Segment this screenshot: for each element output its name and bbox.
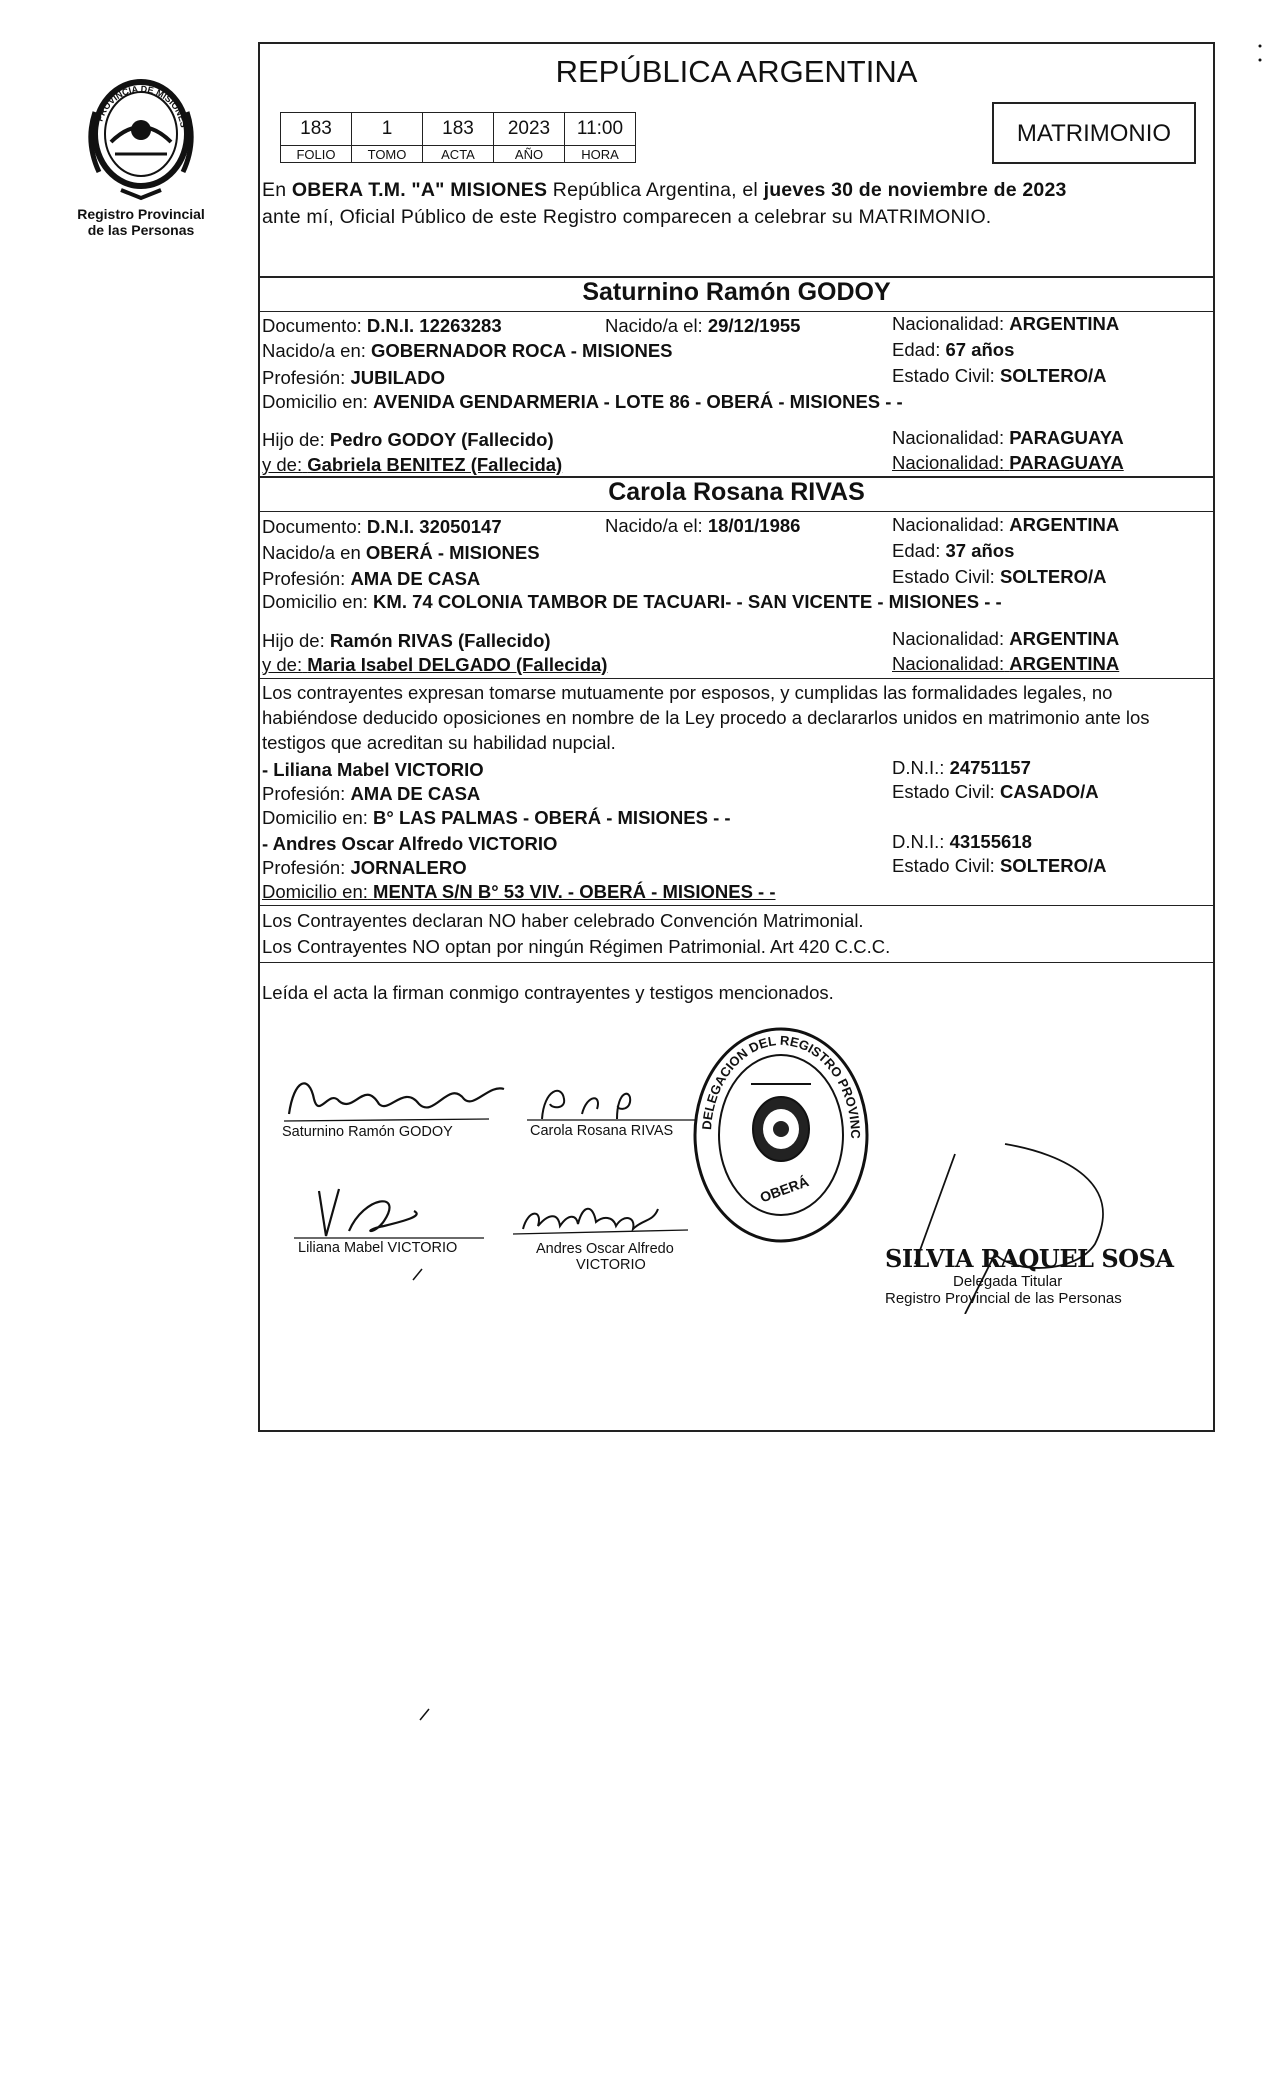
signature-witness2	[498, 1184, 708, 1273]
divider	[260, 962, 1213, 963]
label: Profesión:	[262, 568, 346, 589]
intro-line2: ante mí, Oficial Público de este Registro comparecen a celebrar su MATRIMONIO.	[262, 206, 992, 228]
label: Domicilio en:	[262, 807, 368, 828]
tomo-label: TOMO	[352, 146, 423, 163]
spouse2-name: Carola Rosana RIVAS	[608, 478, 865, 506]
label: Profesión:	[262, 783, 346, 804]
closing-statement: Leída el acta la firman conmigo contrayentes y testigos mencionados.	[262, 982, 834, 1003]
value: AMA DE CASA	[350, 568, 481, 589]
label: Domicilio en:	[262, 881, 368, 902]
value: JUBILADO	[350, 367, 445, 388]
convention-line2: Los Contrayentes NO optan por ningún Régimen Patrimonial. Art 420 C.C.C.	[262, 936, 891, 957]
spouse2-profession	[262, 568, 480, 590]
divider	[260, 905, 1213, 906]
signature-witness2-name	[536, 1241, 708, 1273]
spouse2-age	[892, 540, 1014, 562]
folio-label: FOLIO	[281, 146, 352, 163]
value: AVENIDA GENDARMERIA - LOTE 86 - OBERÁ - MISIONES - -	[373, 391, 903, 412]
stray-mark-icon	[410, 1266, 426, 1282]
label: Documento:	[262, 315, 362, 336]
value: B° LAS PALMAS - OBERÁ - MISIONES - -	[373, 807, 731, 828]
intro-country: República Argentina, el	[547, 179, 764, 201]
witness2-dni	[892, 831, 1032, 853]
value: ARGENTINA	[1009, 628, 1120, 649]
handwritten-signature-icon	[274, 1181, 504, 1243]
witness1-name	[262, 759, 484, 781]
label: Domicilio en:	[262, 591, 368, 612]
label: D.N.I.:	[892, 757, 945, 778]
witness2-profession	[262, 857, 467, 879]
record-table	[280, 112, 636, 163]
label: Nacionalidad:	[892, 427, 1005, 448]
acta-value: 183	[423, 113, 494, 146]
label: Estado Civil:	[892, 566, 995, 587]
label: Nacionalidad:	[892, 628, 1005, 649]
spouse1-address	[262, 391, 903, 413]
value: D.N.I. 12263283	[366, 315, 502, 336]
witness2-civil-status	[892, 855, 1107, 877]
logo-ring-text: PROVINCIA DE MISIONES	[94, 83, 189, 129]
witness1-profession	[262, 783, 480, 805]
official-seal	[691, 1024, 871, 1251]
value: 43155618	[949, 831, 1032, 852]
value: AMA DE CASA	[350, 783, 481, 804]
label: D.N.I.:	[892, 831, 945, 852]
label: Edad:	[892, 339, 941, 360]
label: Estado Civil:	[892, 781, 995, 802]
official-title: Delegada Titular	[953, 1273, 1063, 1290]
intro-prefix: En	[262, 179, 292, 201]
value: 67 años	[945, 339, 1015, 360]
handwritten-signature-icon	[498, 1184, 708, 1242]
handwritten-signature-icon	[274, 1059, 514, 1129]
label: Profesión:	[262, 857, 346, 878]
value: Maria Isabel DELGADO (Fallecida)	[307, 654, 608, 675]
marriage-certificate	[258, 42, 1215, 1432]
official-office: Registro Provincial de las Personas	[885, 1290, 1122, 1307]
acta-label: ACTA	[423, 146, 494, 163]
value: 29/12/1955	[707, 315, 801, 336]
spouse1-birthplace	[262, 340, 673, 362]
convention-line1: Los Contrayentes declaran NO haber celebrado Convención Matrimonial.	[262, 910, 864, 931]
value: OBERÁ - MISIONES	[365, 542, 540, 563]
spouse1-birthdate	[605, 315, 800, 337]
signature-witness1-name: Liliana Mabel VICTORIO	[298, 1240, 458, 1256]
value: GOBERNADOR ROCA - MISIONES	[371, 340, 673, 361]
stray-mark-icon	[417, 1706, 433, 1722]
spouse2-address	[262, 591, 1002, 613]
value: KM. 74 COLONIA TAMBOR DE TACUARI- - SAN VICENTE - MISIONES - -	[373, 591, 1002, 612]
signature-spouse1-name: Saturnino Ramón GODOY	[282, 1124, 453, 1140]
label: Hijo de:	[262, 429, 325, 450]
signature-witness1	[274, 1181, 504, 1256]
signature-spouse2	[522, 1064, 702, 1139]
label: Nacionalidad:	[892, 452, 1005, 473]
anio-label: AÑO	[494, 146, 565, 163]
spouse2-nationality	[892, 514, 1119, 536]
hora-value: 11:00	[565, 113, 636, 146]
signature-witness2-line2: VICTORIO	[576, 1257, 646, 1273]
label: Hijo de:	[262, 630, 325, 651]
spouse2-birthdate	[605, 515, 800, 537]
label: Domicilio en:	[262, 391, 368, 412]
spouse2-mother-nationality	[892, 653, 1119, 675]
logo-caption-line2: de las Personas	[87, 222, 195, 238]
spouse1-profession	[262, 367, 445, 389]
seal-ring-text: DELEGACION DEL REGISTRO PROVINC	[699, 1032, 864, 1139]
certificate-type: MATRIMONIO	[992, 102, 1196, 164]
declaration-text: Los contrayentes expresan tomarse mutuamente por esposos, y cumplidas las formalidades legales, no habiéndose deducido oposiciones en nombre de la Ley procedo a declararlos unidos en matrimonio ante los testigos que acreditan su habilidad nupcial.	[262, 682, 1150, 753]
logo-caption-line1: Registro Provincial	[77, 206, 205, 222]
value: Ramón RIVAS (Fallecido)	[329, 630, 551, 651]
hora-label: HORA	[565, 146, 636, 163]
spouse1-father	[262, 429, 554, 451]
divider	[260, 511, 1213, 512]
label: Documento:	[262, 516, 362, 537]
label: Estado Civil:	[892, 855, 995, 876]
witness1-address	[262, 807, 731, 829]
spouse1-mother	[262, 454, 562, 476]
logo-caption	[70, 206, 212, 238]
divider	[260, 678, 1213, 679]
value: 24751157	[949, 757, 1031, 778]
label: Profesión:	[262, 367, 346, 388]
seal-center-text: OBERÁ	[757, 1173, 811, 1206]
spouse2-civil-status	[892, 566, 1107, 588]
label: Nacido/a en:	[262, 340, 366, 361]
divider	[260, 311, 1213, 312]
spouse1-nationality	[892, 313, 1119, 335]
value: 37 años	[945, 540, 1015, 561]
anio-value: 2023	[494, 113, 565, 146]
label: Estado Civil:	[892, 365, 995, 386]
spouse1-father-nationality	[892, 427, 1124, 449]
value: SOLTERO/A	[999, 855, 1107, 876]
label: Nacido/a en	[262, 542, 361, 563]
spouse1-civil-status	[892, 365, 1107, 387]
document-title: REPÚBLICA ARGENTINA	[555, 54, 918, 89]
signature-spouse2-name: Carola Rosana RIVAS	[530, 1123, 674, 1139]
spouse1-documento	[262, 315, 502, 337]
witness1-civil-status	[892, 781, 1099, 803]
spouse2-birthplace	[262, 542, 540, 564]
label: Nacido/a el:	[605, 515, 703, 536]
intro-date: jueves 30 de noviembre de 2023	[763, 179, 1067, 201]
value: JORNALERO	[350, 857, 467, 878]
folio-value: 183	[281, 113, 352, 146]
signature-spouse1	[274, 1059, 484, 1140]
signature-witness2-line1: Andres Oscar Alfredo	[536, 1241, 674, 1257]
label: Edad:	[892, 540, 941, 561]
stray-dots-icon	[1255, 40, 1265, 70]
spouse1-name: Saturnino Ramón GODOY	[582, 278, 891, 306]
value: SOLTERO/A	[999, 365, 1107, 386]
spouse1-age	[892, 339, 1014, 361]
value: ARGENTINA	[1009, 653, 1120, 674]
value: Gabriela BENITEZ (Fallecida)	[307, 454, 563, 475]
value: PARAGUAYA	[1009, 427, 1124, 448]
spouse2-father-nationality	[892, 628, 1119, 650]
witness2-name	[262, 833, 557, 855]
label: Nacionalidad:	[892, 653, 1005, 674]
tomo-value: 1	[352, 113, 423, 146]
value: ARGENTINA	[1009, 514, 1120, 535]
label: Nacionalidad:	[892, 514, 1005, 535]
value: Pedro GODOY (Fallecido)	[329, 429, 554, 450]
value: PARAGUAYA	[1009, 452, 1124, 473]
label: Nacido/a el:	[605, 315, 703, 336]
label: y de:	[262, 654, 303, 675]
value: ARGENTINA	[1009, 313, 1120, 334]
witness2-address	[262, 881, 776, 903]
registry-logo	[70, 72, 212, 238]
spouse2-documento	[262, 516, 502, 538]
registry-seal-icon	[691, 1024, 871, 1246]
spouse1-mother-nationality	[892, 452, 1124, 474]
value: 18/01/1986	[707, 515, 801, 536]
spouse2-father	[262, 630, 551, 652]
intro-line1	[262, 179, 1067, 202]
value: SOLTERO/A	[999, 566, 1107, 587]
spouse2-mother	[262, 654, 607, 676]
value: D.N.I. 32050147	[366, 516, 502, 537]
province-shield-icon	[81, 72, 201, 202]
handwritten-signature-icon	[522, 1064, 702, 1126]
official-block	[885, 1244, 1174, 1307]
official-name: SILVIA RAQUEL SOSA	[885, 1244, 1174, 1273]
intro-place: OBERA T.M. "A" MISIONES	[291, 179, 548, 201]
value: - Liliana Mabel VICTORIO	[262, 759, 484, 780]
label: y de:	[262, 454, 303, 475]
value: - Andres Oscar Alfredo VICTORIO	[262, 833, 558, 854]
value: MENTA S/N B° 53 VIV. - OBERÁ - MISIONES - -	[373, 881, 776, 902]
value: CASADO/A	[999, 781, 1099, 802]
witness1-dni	[892, 757, 1031, 779]
label: Nacionalidad:	[892, 313, 1005, 334]
